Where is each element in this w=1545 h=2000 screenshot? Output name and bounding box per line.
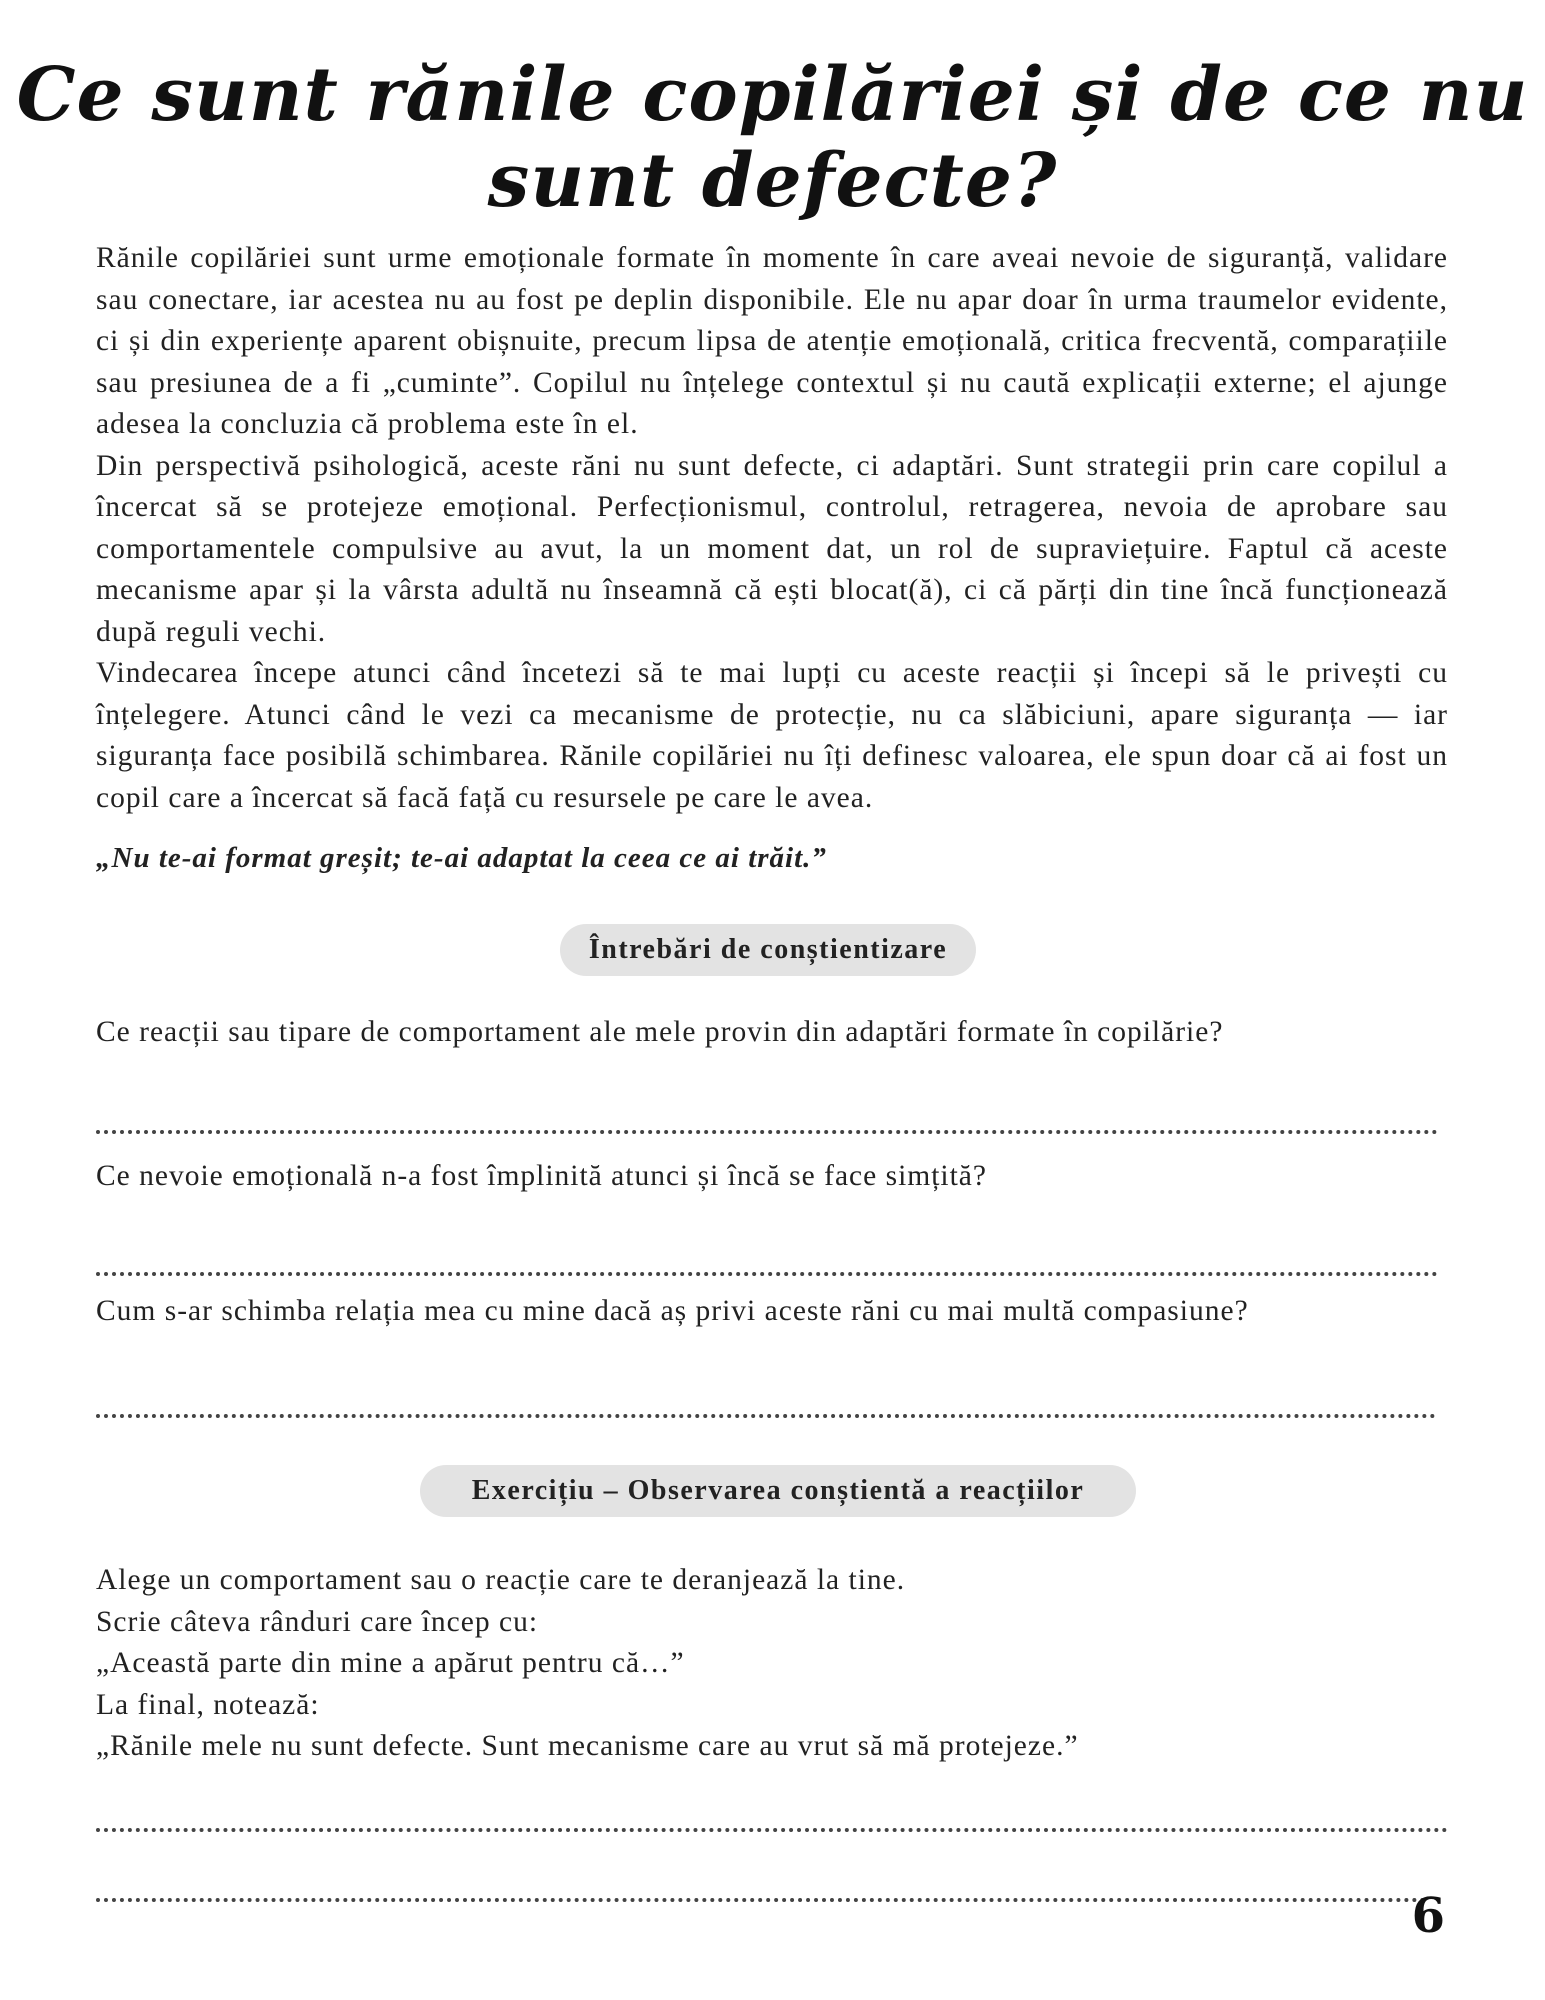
key-quote: „Nu te-ai format greșit; te-ai adaptat la ceea ce ai trăit.” [96, 842, 827, 874]
exercise-line-2: Scrie câteva rânduri care încep cu: [96, 1605, 539, 1638]
page-title-line-1: Ce sunt rănile copilăriei și de ce nu [16, 52, 1529, 138]
question-1: Ce reacții sau tipare de comportament ale mele provin din adaptări formate în copilărie? [96, 1016, 1224, 1048]
exercise-line-1: Alege un comportament sau o reacție care te deranjează la tine. [96, 1564, 906, 1596]
answer-line-2[interactable] [96, 1272, 1438, 1276]
answer-line-1[interactable] [96, 1130, 1438, 1134]
question-2: Ce nevoie emoțională n-a fost împlinită atunci și încă se face simțită? [96, 1160, 987, 1192]
page-title-line-2: sunt defecte? [487, 138, 1058, 224]
exercise-instructions [96, 1560, 1448, 1768]
exercise-answer-line-2[interactable] [96, 1898, 1426, 1902]
paragraph-1: Rănile copilăriei sunt urme emoționale formate în momente în care aveai nevoie de siguranță, validare sau conectare, iar acestea nu au fost pe deplin disponibile. Ele nu apar doar în urma traumelor evidente, ci și din experiențe aparent obișnuite, precum lipsa de atenție emoțională, critica frecventă, comparațiile sau presiunea de a fi „cuminte”. Copilul nu înțelege contextul și nu caută explicații externe; el ajunge adesea la concluzia că problema este în el. [96, 242, 1448, 440]
exercise-answer-line-1[interactable] [96, 1828, 1448, 1832]
paragraph-2: Din perspectivă psihologică, aceste răni nu sunt defecte, ci adaptări. Sunt strategii prin care copilul a încercat să se protejeze emoțional. Perfecționismul, controlul, retragerea, nevoia de aprobare sau comportamentele compulsive au avut, la un moment dat, un rol de supraviețuire. Faptul că aceste mecanisme apar și la vârsta adultă nu înseamnă că ești blocat(ă), ci că părți din tine încă funcționează după reguli vechi. [96, 449, 1448, 648]
question-3: Cum s-ar schimba relația mea cu mine dacă aș privi aceste răni cu mai multă compasiune? [96, 1295, 1249, 1327]
page-title [0, 52, 1545, 224]
page-number: 6 [1411, 1888, 1445, 1944]
exercise-line-5: „Rănile mele nu sunt defecte. Sunt mecanisme care au vrut să mă protejeze.” [96, 1730, 1079, 1762]
paragraph-3: Vindecarea începe atunci când încetezi să te mai lupți cu aceste reacții și începi să le privești cu înțelegere. Atunci când le vezi ca mecanisme de protecție, nu ca slăbiciuni, apare siguranța — iar siguranța face posibilă schimbarea. Rănile copilăriei nu îți definesc valoarea, ele spun doar că ai fost un copil care a încercat să facă față cu resursele pe care le avea. [96, 657, 1448, 814]
exercise-heading: Exercițiu – Observarea conștientă a reacțiilor [420, 1465, 1136, 1517]
questions-heading: Întrebări de conștientizare [560, 924, 976, 976]
intro-text [96, 238, 1448, 819]
exercise-line-3: „Această parte din mine a apărut pentru că…” [96, 1647, 685, 1679]
answer-line-3[interactable] [96, 1414, 1436, 1418]
exercise-line-4: La final, notează: [96, 1688, 320, 1721]
